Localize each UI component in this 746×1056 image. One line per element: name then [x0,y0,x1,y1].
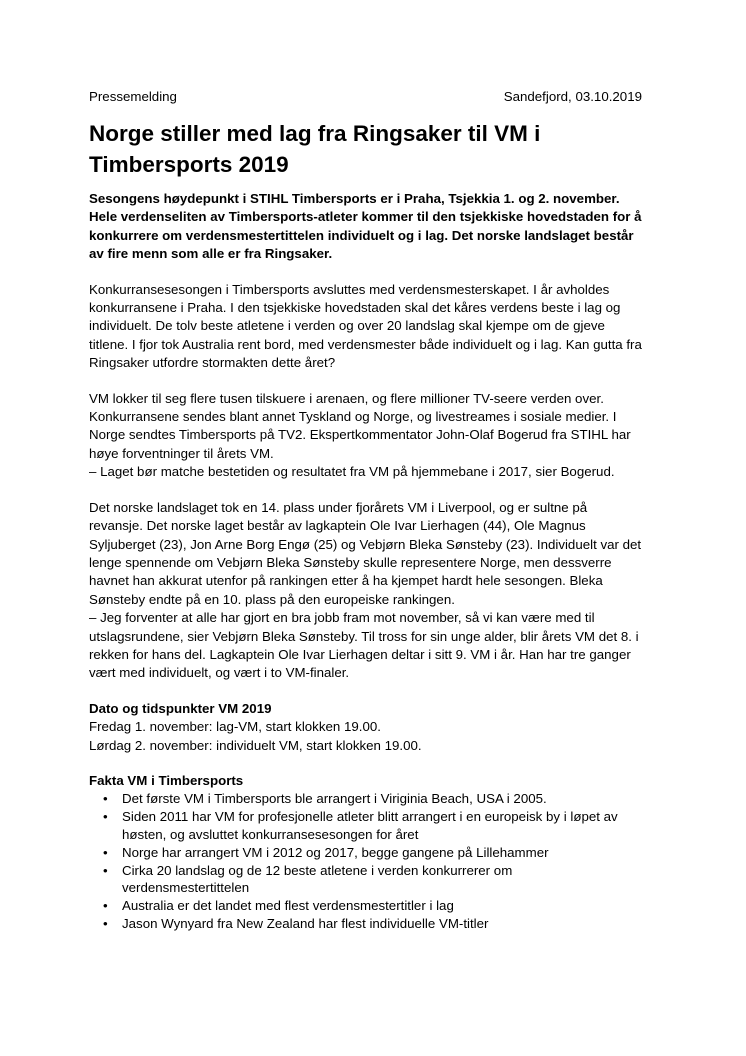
quote-line: – Laget bør matche bestetiden og resultatet fra VM på hjemmebane i 2017, sier Bogerud. [89,464,615,480]
schedule-line-saturday: Lørdag 2. november: individuelt VM, start klokken 19.00. [89,737,422,753]
schedule-line-friday: Fredag 1. november: lag-VM, start klokken 19.00. [89,719,381,735]
list-item: • Siden 2011 har VM for profesjonelle atleter blitt arrangert i en europeisk by i løpet av høsten, og avsluttet konkurransesesongen for året [119,808,642,844]
schedule-block [89,718,642,755]
paragraph-line: VM lokker til seg flere tusen tilskuere i arenaen, og flere millioner TV-seere verden over. Konkurransene sendes blant annet Tyskland og Norge, og livestreames i sosiale medier. I Norge sendtes Timbersports på TV2. Ekspertkommentator John-Olaf Bogerud fra STIHL har høye forventninger til årets VM. [89,390,631,461]
body-paragraph-2 [89,390,642,482]
body-paragraph-3 [89,499,642,683]
facts-list [89,790,642,932]
quote-line: – Jeg forventer at alle har gjort en bra jobb fram mot november, så vi kan være med til utslagsrundene, sier Vebjørn Bleka Sønsteby. Til tross for sin unge alder, blir årets VM det 8. i rekken for hans del. Lagkaptein Ole Ivar Lierhagen deltar i sitt 9. VM i år. Han har tre ganger vært med individuelt, og vært i to VM-finaler. [89,610,639,681]
list-item: • Australia er det landet med flest verdensmestertitler i lag [119,897,642,915]
body-paragraph-1 [89,281,642,373]
press-release-label: Pressemelding [89,89,177,104]
paragraph-line: Det norske landslaget tok en 14. plass under fjorårets VM i Liverpool, og er sultne på revansje. Det norske laget består av lagkaptein Ole Ivar Lierhagen (44), Ole Magnus Syljuberget (23), Jon Arne Borg Engø (25) og Vebjørn Bleka Sønsteby (23). Individuelt var det lenge spennende om Vebjørn Bleka Sønsteby skulle representere Norge, men dessverre havnet han akkurat utenfor på rankingen etter å ha kjempet hardt hele sesongen. Bleka Sønsteby endte på en 10. plass på den europeiske rankingen. [89,499,642,607]
paragraph-line: Konkurransesesongen i Timbersports avsluttes med verdensmesterskapet. I år avholdes konkurransene i Praha. I den tsjekkiske hovedstaden skal det kåres verdens beste i lag og individuelt. De tolv beste atletene i verden og over 20 landslag skal kjempe om de gjeve titlene. I fjor tok Australia rent bord, med verdensmester både individuelt og i lag. Kan gutta fra Ringsaker utfordre stormakten dette året? [89,281,642,371]
facts-heading: Fakta VM i Timbersports [89,772,244,788]
page-title: Norge stiller med lag fra Ringsaker til VM i Timbersports 2019 [89,121,541,177]
list-item: • Cirka 20 landslag og de 12 beste atletene i verden konkurrerer om verdensmestertittelen [119,862,642,898]
lead-paragraph: Sesongens høydepunkt i STIHL Timbersports er i Praha, Tsjekkia 1. og 2. november. Hele verdenseliten av Timbersports-atleter kommer til den tsjekkiske hovedstaden for å konkurrere om verdensmestertittelen individuelt og i lag. Det norske landslaget består av fire menn som alle er fra Ringsaker. [89,191,642,262]
list-item: • Det første VM i Timbersports ble arrangert i Viriginia Beach, USA i 2005. [119,790,642,808]
list-item: • Jason Wynyard fra New Zealand har flest individuelle VM-titler [119,915,642,933]
schedule-heading: Dato og tidspunkter VM 2019 [89,700,272,716]
list-item: • Norge har arrangert VM i 2012 og 2017, begge gangene på Lillehammer [119,844,642,862]
header-line [89,88,642,106]
place-and-date: Sandefjord, 03.10.2019 [503,89,642,104]
